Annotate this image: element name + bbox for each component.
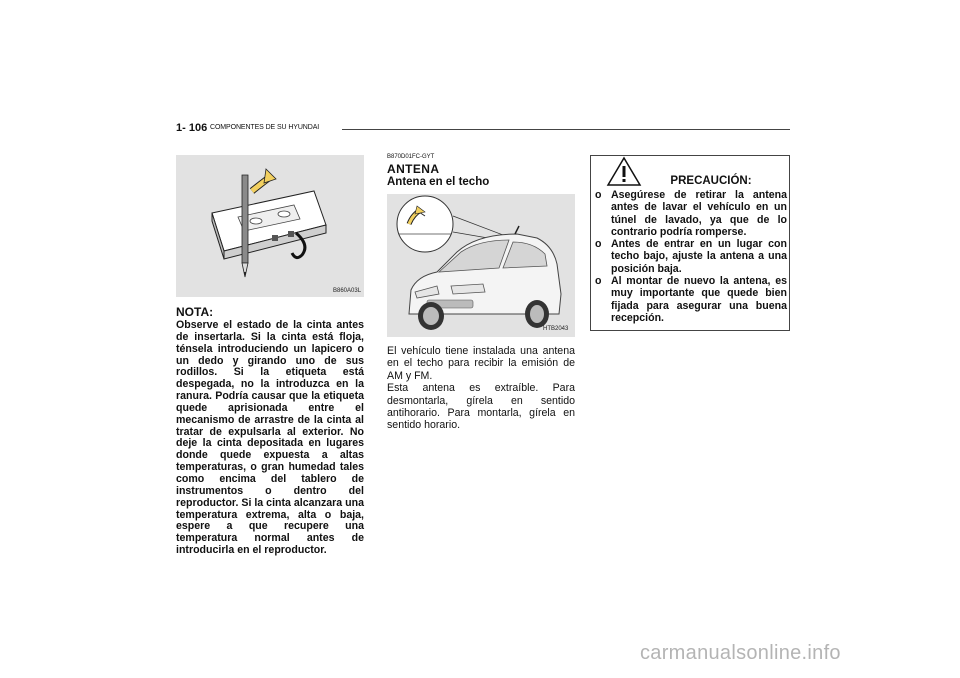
watermark: carmanualsonline.info	[640, 642, 841, 664]
caution-title: PRECAUCIÓN:	[670, 175, 752, 187]
cassette-drawing	[176, 155, 364, 297]
note-text: Observe el estado de la cinta antes de insertarla. Si la cinta está floja, ténsela introduciendo un lapicero o un dedo y girando uno de sus rodillos. Si la etiqueta está despegada, no la introduzca en la ranura. Podría causar que la etiqueta quede aprisionada entre el mecanismo de arrastre de la cinta al tratar de expulsarla al exterior. No deje la cinta depositada en lugares donde quede expuesta a altas temperaturas, o gran humedad tales como encima del tablero de instrumentos o dentro del reproductor. Si la cinta alcanzara una temperatura extrema, alta o baja, espere a que recupere una temperatura normal antes de introducirla en el reproductor.	[176, 319, 364, 557]
section-title: COMPONENTES DE SU HYUNDAI	[210, 124, 320, 131]
antenna-description: El vehículo tiene instalada una antena en el techo para recibir la emisión de AM y FM. Esta antena es extraíble. Para desmontarla, gírela en sentido antihorario. Para montarla, gírela en sentido horario.	[387, 345, 575, 432]
car-roof-antenna-illustration	[387, 194, 575, 337]
section-code: B870D01FC-GYT	[387, 154, 435, 160]
note-title: NOTA:	[176, 305, 214, 319]
caution-box	[590, 155, 790, 331]
section-heading: ANTENA	[387, 162, 440, 176]
page-header	[176, 122, 790, 136]
caution-list	[595, 189, 787, 324]
list-item: o Al montar de nuevo la antena, es muy importante que quede bien fijada para asegurar una buena recepción.	[595, 275, 787, 324]
car-drawing	[387, 194, 575, 337]
header-rule	[342, 129, 790, 130]
warning-triangle-icon	[606, 156, 642, 187]
list-item: o Asegúrese de retirar la antena antes de lavar el vehículo en un túnel de lavado, ya que de lo contrario podría romperse.	[595, 189, 787, 238]
antenna-body-text	[387, 345, 575, 432]
bullet: o	[595, 189, 602, 201]
bullet: o	[595, 275, 602, 288]
list-item: o Antes de entrar en un lugar con techo bajo, ajuste la antena a una posición baja.	[595, 238, 787, 275]
section-subheading: Antena en el techo	[387, 176, 490, 188]
bullet: o	[595, 238, 602, 251]
cassette-illustration	[176, 155, 364, 297]
figure-code: HTB2043	[543, 326, 569, 332]
page-number: 1- 106	[176, 122, 208, 134]
figure-code: B860A03L	[333, 288, 362, 294]
